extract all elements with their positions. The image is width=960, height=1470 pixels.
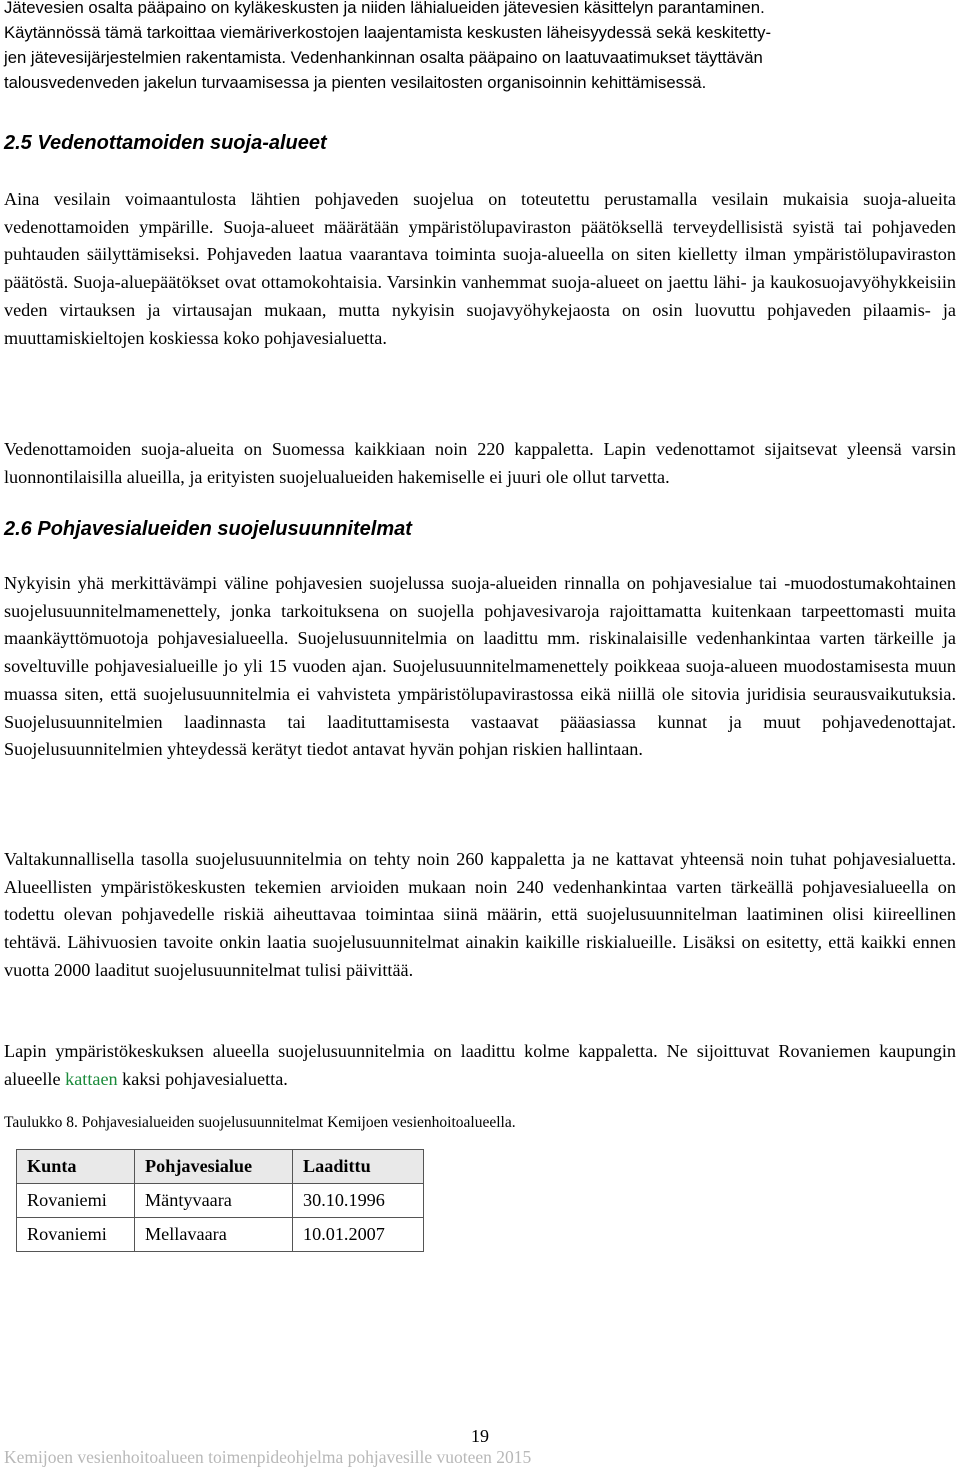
intro-line: jen jätevesijärjestelmien rakentamista. Vedenhankinnan osalta pääpaino on laatuvaatimukset täyttävän [4,48,763,67]
table-caption: Taulukko 8. Pohjavesialueiden suojelusuunnitelmat Kemijoen vesienhoitoalueella. [4,1114,516,1131]
paragraph-text: Lapin ympäristökeskuksen alueella suojelusuunnitelmia on laadittu kolme kappaletta. Ne sijoittuvat Rovaniemen kaupungin alueelle [4,1041,956,1089]
paragraph: Valtakunnallisella tasolla suojelusuunnitelmia on tehty noin 260 kappaletta ja ne kattavat yhteensä noin tuhat pohjavesialuetta. Alueellisten ympäristökeskusten tekemien arvioiden mukaan noin 240 vedenhankintaa varten tärkeällä pohjavesialueella on todettu olevan pohjavedelle riskiä aiheuttavaa toimintaa siinä määrin, että suojelusuunnitelman laatiminen olisi kiireellinen tehtävä. Lähivuosien tavoite onkin laatia suojelusuunnitelmat ainakin kaikille riskialueille. Lisäksi on esitetty, että kaikki ennen vuotta 2000 laaditut suojelusuunnitelmat tulisi päivittää. [4,849,956,980]
intro-line: talousvedenveden jakelun turvaamisessa ja pienten vesilaitosten organisoinnin kehittämisessä. [4,73,707,92]
page-number: 19 [471,1426,489,1446]
table-cell: Rovaniemi [17,1184,135,1218]
table-cell: 30.10.1996 [293,1184,424,1218]
column-header: Laadittu [293,1150,424,1184]
column-header: Kunta [17,1150,135,1184]
paragraph: Nykyisin yhä merkittävämpi väline pohjavesien suojelussa suoja-alueiden rinnalla on pohjavesialue tai -muodostumakohtainen suojelusuunnitelmamenettely, jonka tarkoituksena on suojella pohjavesivaroja rajoittamatta kuitenkaan tarpeettomasti muita maankäyttömuotoja pohjavesialueella. Suojelusuunnitelmia on laadittu mm. riskinalaisille vedenhankintaa varten tärkeille ja soveltuville pohjavesialueille jo yli 15 vuoden ajan. Suojelusuunnitelmamenettely poikkeaa suoja-alueen muodostamisesta muun muassa siten, että suojelusuunnitelmia ei vahvisteta ympäristölupavirastossa eikä niillä ole sitovia juridisia seurausvaikutuksia. Suojelusuunnitelmien laadinnasta tai laadituttamisesta vastaavat pääasiassa kunnat ja muut pohjavedenottajat. Suojelusuunnitelmien yhteydessä kerätyt tiedot antavat hyvän pohjan riskien hallintaan. [4,573,956,760]
intro-text [4,0,956,95]
intro-line: Käytännössä tämä tarkoittaa viemäriverkostojen laajentamista keskusten läheisyydessä sekä keskitetty- [4,23,772,42]
highlighted-link[interactable]: kattaen [65,1068,118,1089]
table-cell: Mellavaara [135,1218,293,1252]
table-header-row [17,1150,424,1184]
column-header: Pohjavesialue [135,1150,293,1184]
paragraph: Vedenottamoiden suoja-alueita on Suomessa kaikkiaan noin 220 kappaletta. Lapin vedenottamot sijaitsevat yleensä varsin luonnontilaisilla alueilla, ja erityisten suojelualueiden hakemiselle ei juuri ole ollut tarvetta. [4,439,956,487]
table-row [17,1218,424,1252]
protection-plans-table [16,1149,424,1252]
table-row [17,1184,424,1218]
intro-line: Jätevesien osalta pääpaino on kyläkeskusten ja niiden lähialueiden jätevesien käsittelyn parantaminen. [4,0,765,17]
paragraph: Aina vesilain voimaantulosta lähtien pohjaveden suojelua on toteutettu perustamalla vesilain mukaisia suoja-alueita vedenottamoiden ympärille. Suoja-alueet määrätään ympäristölupaviraston päätöksellä terveydellisistä syistä tai pohjaveden puhtauden säilyttämiseksi. Pohjaveden laatua vaarantava toiminta suoja-alueella on siten kielletty ilman ympäristölupaviraston päätöstä. Suoja-aluepäätökset ovat ottamokohtaisia. Varsinkin vanhemmat suoja-alueet on jaettu lähi- ja kaukosuojavyöhykkeisiin veden virtauksen ja virtausajan mukaan, mutta nykyisin suojavyöhykejaosta on osin luovuttu pohjaveden pilaamis- ja muuttamiskieltojen koskiessa koko pohjavesialuetta. [4,189,956,348]
table-cell: Rovaniemi [17,1218,135,1252]
section-heading-2-6: 2.6 Pohjavesialueiden suojelusuunnitelmat [4,518,412,540]
section-heading-2-5: 2.5 Vedenottamoiden suoja-alueet [4,132,327,154]
table-cell: 10.01.2007 [293,1218,424,1252]
page-footer: Kemijoen vesienhoitoalueen toimenpideohjelma pohjavesille vuoteen 2015 [4,1447,532,1467]
paragraph-text: kaksi pohjavesialuetta. [117,1068,288,1089]
paragraph [4,1038,956,1093]
table-cell: Mäntyvaara [135,1184,293,1218]
